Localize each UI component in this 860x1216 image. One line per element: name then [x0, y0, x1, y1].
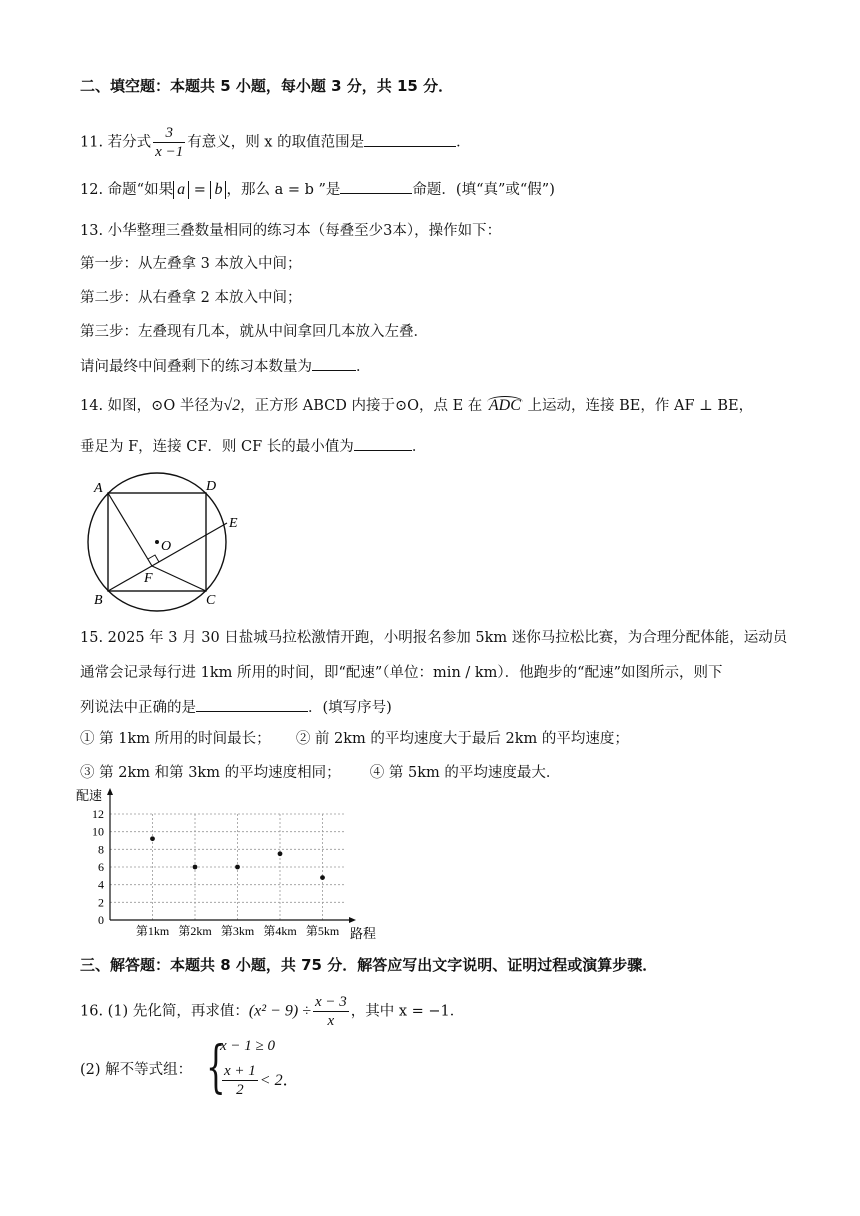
- q16-p1-den: x: [327, 1013, 335, 1029]
- y-axis-arrow: [107, 788, 113, 795]
- label-f: F: [144, 571, 153, 586]
- q15-answer-blank[interactable]: [196, 697, 308, 712]
- ineq-1: x − 1 ≥ 0: [220, 1038, 276, 1054]
- q15-option-2: ② 前 2km 的平均速度大于最后 2km 的平均速度；: [295, 731, 629, 747]
- data-point: [150, 836, 155, 841]
- label-a: A: [94, 481, 103, 496]
- label-c: C: [206, 593, 216, 608]
- q11-post: 有意义，则 x 的取值范围是: [187, 134, 365, 151]
- q14-line2: [80, 436, 426, 457]
- q15-options-row2: [80, 763, 560, 783]
- y-tick-label: 6: [98, 860, 104, 874]
- q13-answer-blank[interactable]: [312, 356, 356, 371]
- q11-pre: 若分式: [107, 134, 152, 151]
- q11-frac-den: x −1: [155, 144, 184, 160]
- q13-line1: 13. 小华整理三叠数量相同的练习本（每叠至少3本），操作如下：: [80, 223, 502, 239]
- q14-arc-adc: ADC: [488, 397, 521, 414]
- q16-p1-fraction: [313, 993, 349, 1030]
- ineq-2-fraction: [222, 1062, 258, 1099]
- q15-line3b: ．(填写序号): [308, 700, 392, 716]
- q16-p1-label: 16. (1) 先化简，再求值：: [80, 1003, 249, 1020]
- q12-post: 命题．(填“真”或“假”): [412, 182, 555, 198]
- q12-eq: =: [189, 182, 211, 198]
- q14-answer-blank[interactable]: [354, 436, 412, 451]
- chart-grid: [110, 814, 346, 920]
- q15-line2: 通常会记录每行进 1km 所用的时间，即“配速”（单位：min / km）．他跑步的“配速”如图所示，则下: [80, 665, 723, 681]
- x-tick-label: 第2km: [178, 924, 212, 938]
- q12-mid: ，那么 a = b ”是: [226, 182, 341, 198]
- q12-answer-blank[interactable]: [340, 179, 412, 194]
- q13-ask: [80, 356, 371, 377]
- q15-line3-text: 列说法中正确的是: [80, 700, 196, 716]
- x-tick-label: 第1km: [135, 924, 170, 938]
- label-o: O: [161, 539, 172, 554]
- label-b: B: [94, 593, 103, 608]
- chart-x-ticks: [136, 924, 340, 938]
- q16-inequality-system: [206, 1036, 326, 1104]
- x-tick-label: 第3km: [220, 924, 255, 938]
- q12-abs-a: a: [173, 181, 189, 199]
- chart-y-ticks: [92, 807, 104, 927]
- pace-chart: [74, 786, 384, 946]
- chart-ylabel: 配速: [76, 788, 103, 803]
- data-point: [278, 851, 283, 856]
- q15-line3: [80, 697, 392, 718]
- q11-end: ．: [456, 134, 471, 151]
- data-point: [193, 865, 198, 870]
- q13-end: ．: [356, 359, 371, 375]
- segment-af: [108, 493, 152, 566]
- q16-p1-tail: ，其中 x = −1．: [350, 1003, 465, 1020]
- q16-p1-num: x − 3: [314, 994, 347, 1010]
- q11-answer-blank[interactable]: [364, 132, 456, 147]
- q14-sqrt2: √2: [223, 397, 241, 414]
- q12-pre: 命题“如果: [107, 182, 174, 198]
- q16-p1-expr: (x² − 9) ÷: [248, 1002, 311, 1020]
- label-e: E: [229, 516, 238, 531]
- center-point: [155, 540, 159, 544]
- y-tick-label: 12: [92, 807, 104, 821]
- question-12: [80, 179, 555, 200]
- q14-line1b: ，正方形 ABCD 内接于⊙O，点 E 在: [240, 398, 483, 414]
- q15-line1: 15. 2025 年 3 月 30 日盐城马拉松激情开跑，小明报名参加 5km 迷你马拉松比赛，为合理分配体能，运动员: [80, 630, 788, 646]
- section3-heading: 三、解答题：本题共 8 小题，共 75 分．解答应写出文字说明、证明过程或演算步骤．: [80, 956, 658, 974]
- q14-geometry-figure: [82, 472, 252, 612]
- label-d: D: [206, 479, 217, 494]
- q11-frac-num: 3: [153, 124, 185, 143]
- x-tick-label: 第5km: [305, 924, 340, 938]
- y-tick-label: 8: [98, 842, 104, 857]
- q14-end: ．: [411, 439, 427, 455]
- q13-step1: 第一步：从左叠拿 3 本放入中间；: [80, 256, 302, 272]
- segment-cf: [152, 566, 206, 591]
- q11-fraction: [153, 124, 185, 161]
- y-tick-label: 2: [98, 895, 104, 910]
- ineq-2: [220, 1062, 299, 1099]
- y-tick-label: 10: [92, 824, 104, 839]
- ineq-2-num: x + 1: [224, 1063, 256, 1079]
- q15-option-1: ① 第 1km 所用的时间最长；: [80, 731, 271, 747]
- system-brace: {: [206, 1035, 226, 1100]
- q16-part1: [80, 993, 464, 1030]
- q15-option-4: ④ 第 5km 的平均速度最大．: [369, 765, 561, 781]
- q16-part2-label: (2) 解不等式组：: [80, 1062, 193, 1078]
- ineq-2-rel: < 2: [259, 1072, 283, 1089]
- q12-abs-b: b: [210, 181, 226, 199]
- segment-be: [108, 523, 227, 591]
- question-11: [80, 124, 471, 161]
- section2-heading: 二、填空题：本题共 5 小题，每小题 3 分，共 15 分．: [80, 77, 454, 95]
- x-axis-arrow: [349, 917, 356, 923]
- q15-options-row1: [80, 729, 629, 749]
- x-tick-label: 第4km: [263, 924, 297, 938]
- q14-line1c: 上运动，连接 BE，作 AF ⊥ BE，: [527, 398, 754, 414]
- q13-step3: 第三步：左叠现有几本，就从中间拿回几本放入左叠．: [80, 324, 428, 340]
- q13-step2: 第二步：从右叠拿 2 本放入中间；: [80, 290, 302, 306]
- y-tick-label: 0: [98, 913, 104, 927]
- q16-p2-tail: ．: [282, 1070, 299, 1089]
- q14-line1a: 14. 如图，⊙O 半径为: [80, 398, 224, 414]
- q14-line1: [80, 396, 753, 416]
- chart-xlabel: 路程: [350, 926, 377, 941]
- q14-line2-text: 垂足为 F，连接 CF．则 CF 长的最小值为: [80, 439, 354, 455]
- y-tick-label: 4: [98, 877, 104, 892]
- q15-option-3: ③ 第 2km 和第 3km 的平均速度相同；: [80, 765, 341, 781]
- q11-number: 11.: [80, 134, 104, 151]
- q13-ask-text: 请问最终中间叠剩下的练习本数量为: [80, 359, 312, 375]
- chart-axes: [107, 788, 356, 923]
- data-point: [235, 865, 240, 870]
- ineq-2-den: 2: [236, 1082, 244, 1098]
- data-point: [320, 875, 325, 880]
- q12-number: 12.: [80, 182, 104, 198]
